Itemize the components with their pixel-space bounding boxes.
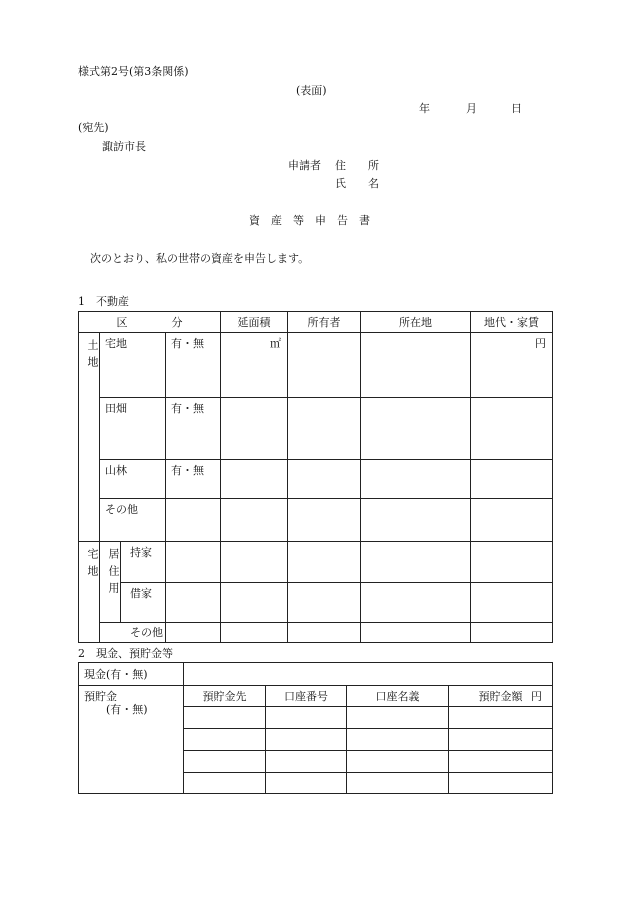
date-month-label: 月 [466,102,477,115]
floor-area-cell[interactable] [221,333,288,398]
area-unit: ㎡ [270,337,281,350]
amount-cell[interactable] [449,729,553,751]
rent-cell[interactable] [471,398,553,460]
name-label: 氏 名 [335,177,379,190]
residential-other-label: その他 [100,623,166,643]
header-location: 所在地 [361,312,471,333]
land-row-label: その他 [100,499,166,542]
bank-cell[interactable] [184,729,266,751]
cash-section-title: 2 現金、預貯金等 [78,647,173,660]
deposit-yes-no[interactable]: (有・無) [106,703,148,716]
address-label: 住 所 [335,159,379,172]
location-cell[interactable] [361,583,471,623]
header-floor-area: 延面積 [221,312,288,333]
location-cell[interactable] [361,398,471,460]
rented-house-label: 借家 [121,583,166,623]
owned-house-label: 持家 [121,542,166,583]
header-amount: 預貯金額 [478,689,523,703]
floor-area-cell[interactable] [221,542,288,583]
yes-no-cell[interactable] [166,583,221,623]
header-account-no: 口座番号 [266,686,347,707]
location-cell[interactable] [361,333,471,398]
owner-cell[interactable] [288,542,361,583]
date-year-label: 年 [419,102,430,115]
location-cell[interactable] [361,499,471,542]
yes-no-option[interactable]: 有・無 [166,460,221,499]
yes-no-cell[interactable] [166,542,221,583]
yes-no-cell[interactable] [166,623,221,643]
deposit-label: 預貯金 [84,690,117,703]
real-estate-section-title: 1 不動産 [78,295,129,308]
cash-table [78,662,553,794]
header-category: 区 分 [79,312,221,333]
header-bank: 預貯金先 [184,686,266,707]
amount-cell[interactable] [449,751,553,773]
account-no-cell[interactable] [266,729,347,751]
cash-label: 現金(有・無) [79,663,184,686]
yes-no-cell[interactable] [166,499,221,542]
deposit-label-cell [79,686,184,794]
rent-cell[interactable] [471,542,553,583]
owner-cell[interactable] [288,333,361,398]
amount-cell[interactable] [449,707,553,729]
floor-area-cell[interactable] [221,460,288,499]
rent-cell[interactable] [471,333,553,398]
addressee-label: (宛先) [78,121,109,134]
header-owner: 所有者 [288,312,361,333]
location-cell[interactable] [361,460,471,499]
owner-cell[interactable] [288,460,361,499]
owner-cell[interactable] [288,623,361,643]
header-rent: 地代・家賃 [471,312,553,333]
account-name-cell[interactable] [347,751,449,773]
location-cell[interactable] [361,542,471,583]
bank-cell[interactable] [184,707,266,729]
header-account-name: 口座名義 [347,686,449,707]
yen-unit: 円 [535,337,546,350]
amount-cell[interactable] [449,773,553,794]
land-group-label: 土地 [79,333,100,542]
land-row-label: 山林 [100,460,166,499]
side-label: (表面) [296,84,327,97]
residential-group-label: 宅地 [79,542,100,643]
document-title: 資 産 等 申 告 書 [249,214,370,227]
account-name-cell[interactable] [347,707,449,729]
residential-sub-label: 居住用 [100,542,121,623]
cash-value-cell[interactable] [184,663,553,686]
rent-cell[interactable] [471,499,553,542]
account-name-cell[interactable] [347,773,449,794]
rent-cell[interactable] [471,460,553,499]
rent-cell[interactable] [471,623,553,643]
applicant-label: 申請者 [288,159,321,172]
amount-unit: 円 [531,690,542,703]
form-number: 様式第2号(第3条関係) [78,65,189,78]
owner-cell[interactable] [288,398,361,460]
floor-area-cell[interactable] [221,623,288,643]
owner-cell[interactable] [288,499,361,542]
floor-area-cell[interactable] [221,499,288,542]
yes-no-option[interactable]: 有・無 [166,398,221,460]
account-no-cell[interactable] [266,751,347,773]
owner-cell[interactable] [288,583,361,623]
intro-text: 次のとおり、私の世帯の資産を申告します。 [90,252,310,265]
floor-area-cell[interactable] [221,583,288,623]
rent-cell[interactable] [471,583,553,623]
bank-cell[interactable] [184,773,266,794]
land-row-label: 田畑 [100,398,166,460]
account-no-cell[interactable] [266,707,347,729]
floor-area-cell[interactable] [221,398,288,460]
land-row-label: 宅地 [100,333,166,398]
addressee: 諏訪市長 [102,140,146,153]
account-name-cell[interactable] [347,729,449,751]
bank-cell[interactable] [184,751,266,773]
yes-no-option[interactable]: 有・無 [166,333,221,398]
account-no-cell[interactable] [266,773,347,794]
location-cell[interactable] [361,623,471,643]
real-estate-table [78,311,553,643]
date-day-label: 日 [511,102,522,115]
header-amount-cell [449,686,553,707]
